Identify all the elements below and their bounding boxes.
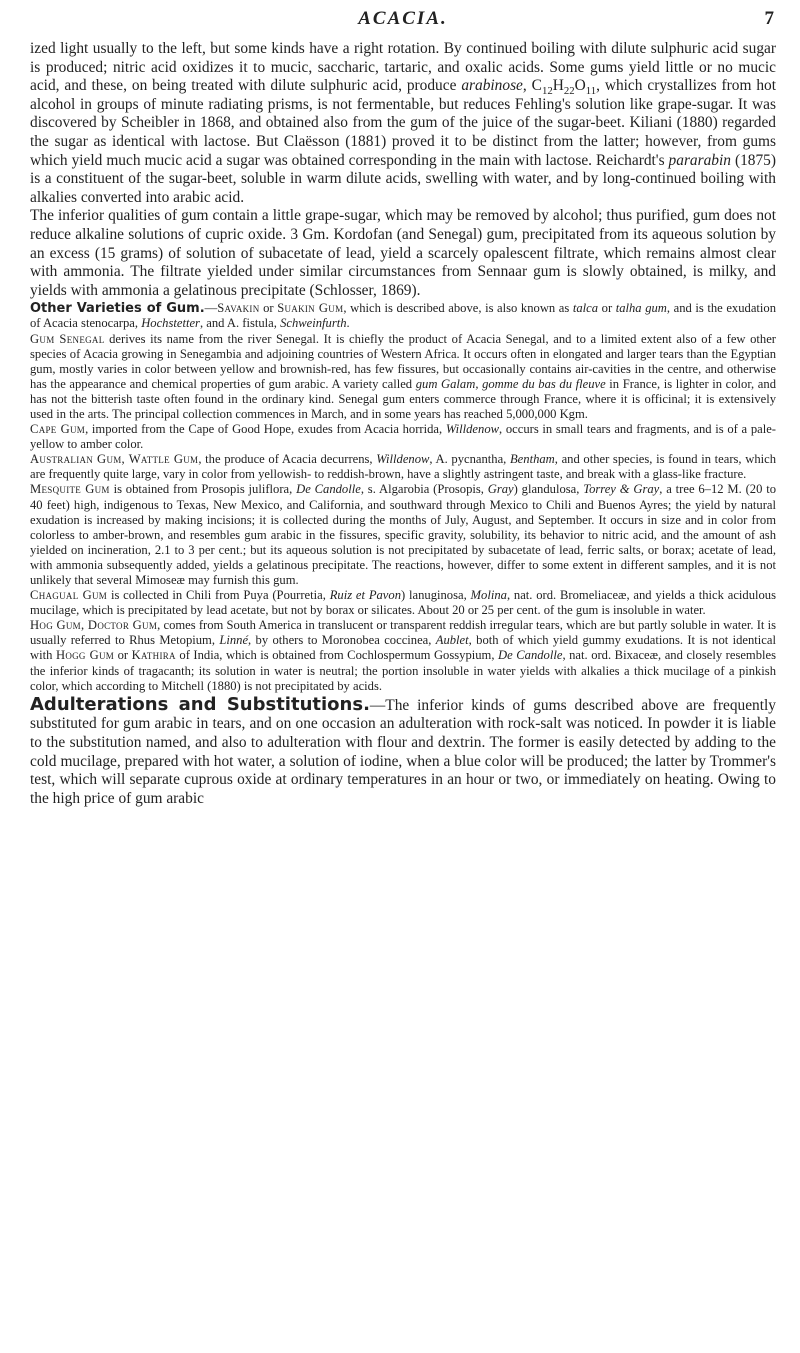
- text-run: (1875) is a constituent of the sugar-beet, soluble in warm dilute acids, swelling with water, and by long-continued boiling with alkalies converted into arabic acid.: [30, 151, 776, 206]
- text-run: , both of which yield gummy exudations. It is not identical with: [30, 633, 776, 663]
- text-run: , and is the exudation of Acacia stenocarpa,: [30, 301, 776, 331]
- paragraph-rotation-sugars: [30, 40, 776, 207]
- subscript: 12: [541, 85, 553, 98]
- subscript: 22: [563, 85, 575, 98]
- term: Hogg Gum: [55, 648, 115, 663]
- text-run: , by others to Moronobea coccinea,: [248, 633, 436, 648]
- paragraph-other-varieties: [30, 301, 776, 331]
- text-run: , nat. ord. Bixaceæ, and closely resembles the inferior kinds of tragacanth; its solution in water is neutral; the portion insoluble in water yields with alkalies a thick mucilage of a pinkish color, which according to Mitchell (1880) is not precipitated by acids.: [30, 648, 777, 693]
- main-text: [30, 40, 776, 300]
- dash: —: [204, 301, 218, 316]
- text-run: The inferior kinds of gums described above are frequently substituted for gum arabic in tears, and on one occasion an adulteration with rock-salt was noticed. In powder it is liable to the substitution named, and also to adulteration with flour and dextrin. The former is easily detected by adding to the cold mucilage, prepared with hot water, a solution of iodine, when a blue color will be produced; the latter by Trommer's test, which will separate cuprous oxide at ordinary temperatures in an hour or two, or immediately on heating. Owing to the high price of gum arabic: [30, 696, 776, 807]
- text-run: ) glandulosa,: [513, 482, 584, 497]
- text-run: .: [346, 316, 350, 331]
- adulterations-section: [30, 693, 776, 809]
- text-run: in France, is lighter in color, and has not the bitterish taste often found in the ordinary kind. Senegal gum enters commerce through France, where it is officinal; it is extensively used in the arts. The principal collection commences in March, and in some years has reached 5,000,000 Kgm.: [30, 376, 776, 421]
- italic-term: Ruiz et Pavon: [329, 588, 401, 603]
- text-run: , imported from the Cape of Good Hope, exudes from Acacia horrida,: [85, 422, 446, 437]
- term: Gum Senegal: [30, 331, 105, 346]
- text-run: of India, which is obtained from Cochlospermum Gossypium,: [175, 648, 499, 663]
- term: Savakin: [217, 301, 260, 316]
- text-run: , s. Algarobia (Prosopis,: [360, 482, 488, 497]
- italic-term: Gray: [487, 482, 514, 497]
- running-header: [30, 6, 776, 40]
- subscript: 11: [585, 85, 597, 98]
- italic-term: talca: [572, 301, 599, 316]
- paragraph-adulterations: [30, 693, 776, 809]
- text-run: or: [114, 648, 132, 663]
- italic-term: Bentham: [509, 452, 555, 467]
- italic-term: De Candolle: [296, 482, 361, 497]
- text-run: , the produce of Acacia decurrens,: [198, 452, 377, 467]
- italic-term: De Candolle: [498, 648, 563, 663]
- term-arabinose: arabinose: [461, 77, 523, 95]
- italic-term: Willdenow: [376, 452, 430, 467]
- text-run: derives its name from the river Senegal. It is chiefly the product of Acacia Senegal, and to a limited extent also of a few other species of Acacia growing in Senegambia and adjoining countries of Western Africa. It occurs often in elongated and larger tears than the Egyptian gum, mostly varies in color between yellow and brownish-red, has few fissures, but occasionally contains air-cavities in the centre, and otherwise has the appearance and chemical properties of gum arabic. A variety called: [30, 331, 776, 391]
- italic-term: Aublet: [435, 633, 469, 648]
- term: Mesquite Gum: [30, 482, 110, 497]
- text-run: , which is described above, is also known as: [343, 301, 573, 316]
- text-run: , occurs in small tears and fragments, and is of a pale-yellow to amber color.: [30, 422, 776, 452]
- paragraph-hog-gum: [30, 618, 776, 693]
- paragraph-inferior-qualities: The inferior qualities of gum contain a little grape-sugar, which may be removed by alcohol; thus purified, gum does not reduce alkaline solutions of cupric oxide. 3 Gm. Kordofan (and Senegal) gum, precipitated from its aqueous solution by an excess (15 grams) of solution of subacetate of lead, yield a scarcely opalescent filtrate, which remains almost clear with ammonia. The filtrate yielded under similar circumstances from Sennaar gum is slowly obtained, is milky, and yields with ammonia a gelatinous precipitate (Schlosser, 1869).: [30, 207, 776, 299]
- text-run: , A. pycnantha,: [429, 452, 510, 467]
- text-run: or: [259, 301, 278, 316]
- text-run: , and other species, is found in tears, which are frequently quite large, vary in color from yellowish- to reddish-brown, have a slightly astringent taste, and break with a glass-like fracture.: [30, 452, 776, 482]
- varieties-section: [30, 301, 776, 693]
- italic-term: Molina: [470, 588, 507, 603]
- paragraph-chagual-gum: [30, 588, 776, 618]
- text-run: , a tree 6–12 M. (20 to 40 feet) high, indigenous to Texas, New Mexico, and California, and southward through Mexico to Chili and Buenos Ayres; the yield by natural exudation is increased by making incisions; it is collected during the months of July, August, and September. It occurs in size and in color from colorless to amber-brown, and resembles gum arabic in the fissures, specific gravity, solubility, its behavior to nitric acid, and the amount of ash yielded on incineration, 2.1 to 3 per cent.; but its aqueous solution is not precipitated by subacetate of lead, ferric salts, or borax; acetate of lead, with ammonia subsequently added, yields a gelatinous precipitate. The reactions, however, differ to some extent in different samples, and it is not unlikely that several Mimoseæ may furnish this gum.: [30, 482, 776, 587]
- term: Australian Gum, Wattle Gum: [30, 452, 199, 467]
- italic-term: gum Galam, gomme du bas du fleuve: [415, 376, 606, 391]
- paragraph-cape-gum: [30, 422, 776, 452]
- term: Chagual Gum: [30, 588, 108, 603]
- text-run: ) lanuginosa,: [401, 588, 471, 603]
- section-heading-adulterations: Adulterations and Substitutions.: [30, 693, 370, 715]
- italic-term: talha gum: [615, 301, 667, 316]
- term: Cape Gum: [30, 422, 86, 437]
- text-run: , C: [522, 77, 542, 95]
- page-number: 7: [764, 8, 774, 29]
- text-run: H: [552, 77, 564, 95]
- text-run: , comes from South America in translucent or transparent reddish irregular tears, which are but partly soluble in water. It is usually referred to Rhus Metopium,: [30, 618, 776, 648]
- text-run: , which crystallizes from hot alcohol in groups of minute radiating prisms, is not fermentable, but reduces Fehling's solution like grape-sugar. It was discovered by Scheibler in 1868, and obtained also from the gum of the juice of the sugar-beet. Kiliani (1880) regarded the sugar as identical with lactose. But Claësson (1881) proved it to be distinct from the latter; however, from gums which yield much mucic acid a sugar was obtained corresponding in the main with lactose. Reichardt's: [30, 77, 776, 169]
- italic-term: Willdenow: [445, 422, 500, 437]
- text-run: ized light usually to the left, but some kinds have a right rotation. By continued boiling with dilute sulphuric acid sugar is produced; nitric acid oxidizes it to mucic, saccharic, tartaric, and oxalic acids. Some gums yield little or no mucic acid, and these, on being treated with dilute sulphuric acid, produce: [30, 40, 776, 95]
- italic-term: Linné: [219, 633, 249, 648]
- italic-term: Schweinfurth: [280, 316, 347, 331]
- paragraph-gum-senegal: [30, 332, 776, 423]
- paragraph-mesquite-gum: [30, 482, 776, 588]
- term-pararabin: pararabin: [668, 151, 731, 169]
- paragraph-australian-gum: [30, 452, 776, 482]
- term: Kathira: [131, 648, 176, 663]
- term: Hog Gum, Doctor Gum: [30, 618, 158, 633]
- text-run: , nat. ord. Bromeliaceæ, and yields a thick acidulous mucilage, which is precipitated by lead acetate, but not by borax or silicates. About 20 or 25 per cent. of the gum is insoluble in water.: [30, 588, 777, 618]
- text-run: is obtained from Prosopis juliflora,: [109, 482, 297, 497]
- dash: —: [369, 696, 386, 714]
- text-run: , and A. fistula,: [199, 316, 281, 331]
- italic-term: Torrey & Gray: [583, 482, 660, 497]
- text-run: or: [598, 301, 616, 316]
- italic-term: Hochstetter: [141, 316, 200, 331]
- term: Suakin Gum: [277, 301, 344, 316]
- section-heading-other-varieties: Other Varieties of Gum.: [30, 301, 205, 317]
- running-title: ACACIA.: [358, 8, 448, 29]
- text-run: is collected in Chili from Puya (Pourretia,: [107, 588, 330, 603]
- text-run: O: [574, 77, 586, 95]
